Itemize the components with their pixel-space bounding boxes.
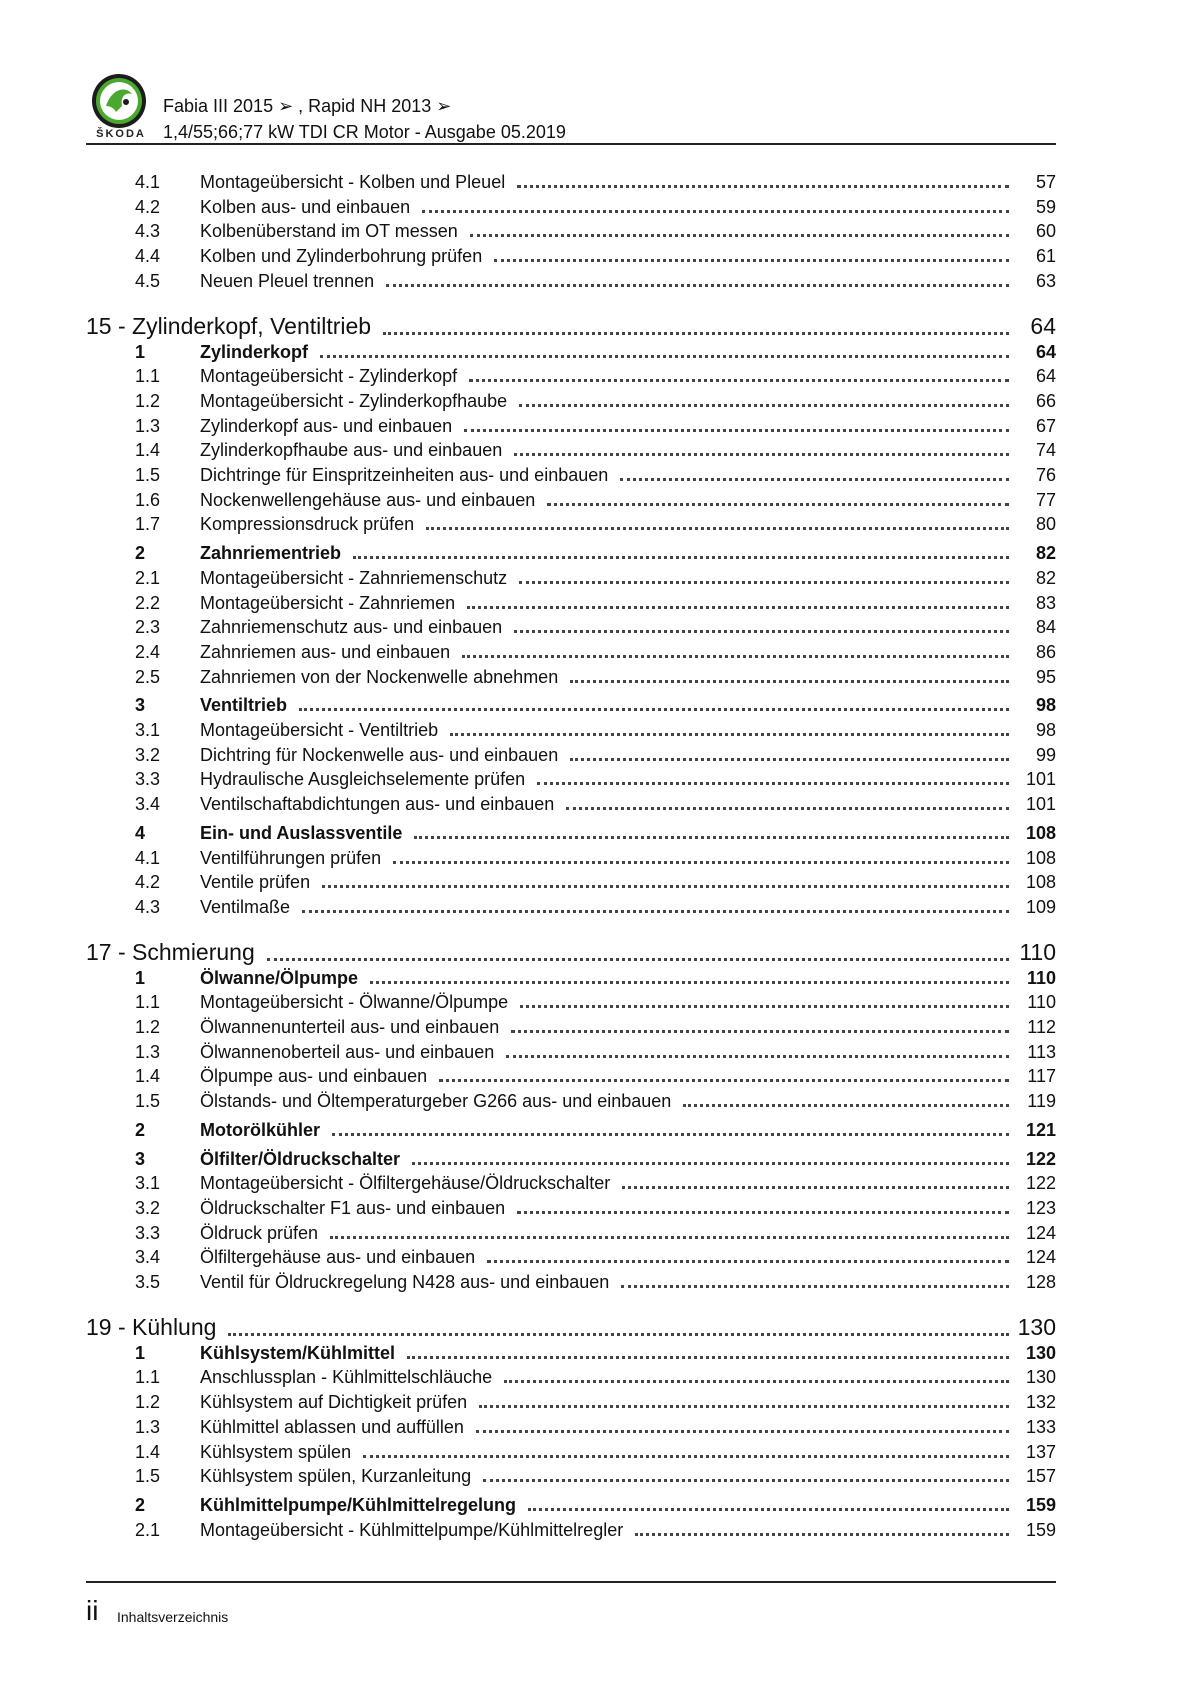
toc-entry-title: Zahnriemen aus- und einbauen [200,641,451,662]
toc-entry-title: Ölfiltergehäuse aus- und einbauen [200,1247,476,1268]
toc-entry-page: 99 [1035,744,1056,765]
dot-leader [332,1133,1009,1136]
toc-entry-page: 98 [1035,695,1056,716]
toc-chapter[interactable] [0,936,1191,968]
toc-entry-page: 83 [1035,592,1056,613]
toc-entry-number: 3.2 [135,744,161,765]
toc-entry[interactable] [0,1040,1191,1064]
toc-entry[interactable] [0,870,1191,894]
toc-entry-page: 137 [1025,1441,1056,1462]
dot-leader [622,1186,1009,1189]
dot-leader [514,630,1009,633]
toc-entry-title: Dichtring für Nockenwelle aus- und einbauen [200,744,559,765]
toc-section[interactable] [0,1118,1191,1142]
toc-entry-page: 86 [1035,641,1056,662]
toc-entry-number: 2 [135,543,146,564]
toc-entry-number: 4.5 [135,270,161,291]
toc-entry-number: 1.4 [135,1441,161,1462]
header-engine-line: 1,4/55;66;77 kW TDI CR Motor - Ausgabe 05.2019 [163,122,566,142]
dot-leader [511,1030,1009,1033]
dot-leader [383,332,1009,335]
toc-entry-number: 3.3 [135,1222,161,1243]
toc-entry-page: 122 [1025,1148,1056,1169]
toc-entry-page: 130 [1025,1367,1056,1388]
dot-leader [504,1380,1009,1383]
page-header [86,72,1056,144]
toc-entry-page: 67 [1035,415,1056,436]
toc-chapter[interactable] [0,310,1191,342]
dot-leader [506,1055,1009,1058]
toc-entry[interactable] [0,743,1191,767]
toc-entry-number: 2.2 [135,592,161,613]
toc-entry[interactable] [0,1390,1191,1414]
toc-entry[interactable] [0,1089,1191,1113]
toc-entry-page: 130 [1017,1313,1056,1340]
toc-entry[interactable] [0,1464,1191,1488]
header-model-line: Fabia III 2015 ➢ , Rapid NH 2013 ➢ [163,96,452,116]
toc-section[interactable] [0,541,1191,565]
toc-entry-title: Ventilmaße [200,896,291,917]
dot-leader [450,733,1009,736]
toc-entry[interactable] [0,1245,1191,1269]
toc-entry-page: 157 [1025,1466,1056,1487]
toc-entry-page: 122 [1025,1173,1056,1194]
toc-entry[interactable] [0,1415,1191,1439]
toc-entry-number: 3.2 [135,1197,161,1218]
toc-entry-title: Zylinderkopfhaube aus- und einbauen [200,440,503,461]
toc-entry-number: 2 [135,1119,146,1140]
toc-entry-title: Montageübersicht - Ventiltrieb [200,720,439,740]
toc-entry-title: Montageübersicht - Ölwanne/Ölpumpe [200,992,509,1013]
dot-leader [299,708,1009,711]
toc-entry-number: 1.3 [135,1041,161,1062]
toc-entry-title: Neuen Pleuel trennen [200,270,375,291]
dot-leader [412,1162,1009,1165]
toc-entry-page: 108 [1025,872,1056,893]
toc-entry[interactable] [0,767,1191,791]
toc-entry-title: Ventil für Öldruckregelung N428 aus- und einbauen [200,1272,610,1292]
toc-entry-title: Kühlsystem/Kühlmittel [200,1342,396,1363]
dot-leader [519,581,1009,584]
footer-divider [86,1581,1056,1583]
toc-entry-number: 1 [135,967,146,988]
dot-leader [476,1430,1009,1433]
toc-entry[interactable] [0,244,1191,268]
toc-entry-page: 59 [1035,196,1056,217]
toc-entry-page: 66 [1035,390,1056,411]
toc-entry[interactable] [0,1221,1191,1245]
toc-entry-page: 124 [1025,1222,1056,1243]
toc-entry[interactable] [0,1064,1191,1088]
toc-entry-number: 1.4 [135,440,161,461]
toc-entry-title: Kühlmittel ablassen und auffüllen [200,1416,464,1437]
toc-entry-number: 3.3 [135,769,161,790]
toc-entry-number: 3.4 [135,794,161,815]
toc-entry-title: Zylinderkopf aus- und einbauen [200,415,453,436]
toc-entry-title: Kolbenüberstand im OT messen [200,221,458,242]
dot-leader [528,1508,1009,1511]
dot-leader [494,259,1009,262]
toc-entry-title: Zylinderkopf [200,341,309,362]
toc-entry-number: 2.1 [135,1519,161,1540]
toc-entry-page: 74 [1035,440,1056,461]
toc-entry[interactable] [0,170,1191,194]
toc-entry-title: Kühlsystem spülen, Kurzanleitung [200,1466,472,1487]
toc-entry[interactable] [0,488,1191,512]
toc-entry-title: Kühlsystem auf Dichtigkeit prüfen [200,1392,468,1413]
toc-entry-title: Ölwannenunterteil aus- und einbauen [200,1017,500,1037]
toc-entry-page: 123 [1025,1197,1056,1218]
toc-section[interactable] [0,1493,1191,1517]
dot-leader [566,807,1009,810]
dot-leader [547,503,1009,506]
toc-entry[interactable] [0,414,1191,438]
dot-leader [426,527,1009,530]
toc-entry-title: Montageübersicht - Kolben und Pleuel [200,172,506,192]
toc-entry-title: Kühlsystem spülen [200,1441,352,1462]
toc-entry[interactable] [0,591,1191,615]
toc-entry-number: 1.2 [135,390,161,411]
toc-entry[interactable] [0,364,1191,388]
toc-entry-title: Öldruck prüfen [200,1222,319,1243]
toc-entry-title: Montageübersicht - Zylinderkopfhaube [200,390,508,411]
toc-entry[interactable] [0,1440,1191,1464]
toc-section[interactable] [0,1341,1191,1365]
dot-leader [393,861,1009,864]
toc-entry[interactable] [0,895,1191,919]
toc-entry-page: 130 [1025,1342,1056,1363]
toc-entry-title: Dichtringe für Einspritzeinheiten aus- und einbauen [200,465,609,485]
toc-entry-page: 159 [1025,1494,1056,1515]
toc-entry[interactable] [0,1518,1191,1542]
dot-leader [320,355,1009,358]
toc-entry-title: Montageübersicht - Zylinderkopf [200,366,458,387]
dot-leader [517,185,1009,188]
toc-entry-page: 95 [1035,666,1056,687]
toc-entry-page: 124 [1025,1247,1056,1268]
toc-entry-number: 3.1 [135,720,161,740]
dot-leader [570,680,1009,683]
toc-entry-page: 101 [1025,769,1056,790]
toc-entry-number: 1.2 [135,1392,161,1413]
toc-entry-number: 3 [135,695,146,716]
toc-entry-title: Ölpumpe aus- und einbauen [200,1066,428,1087]
dot-leader [370,981,1009,984]
dot-leader [267,958,1009,961]
dot-leader [464,429,1009,432]
toc-entry-title: Ölwanne/Ölpumpe [200,967,359,988]
toc-entry-number: 2.3 [135,617,161,638]
toc-entry-title: Kompressionsdruck prüfen [200,514,415,535]
toc-entry-page: 159 [1025,1519,1056,1540]
toc-entry-title: Zahnriemenschutz aus- und einbauen [200,617,503,638]
dot-leader [386,284,1009,287]
brand-wordmark: ŠKODA [96,128,146,140]
toc-entry-page: 110 [1027,992,1056,1013]
toc-entry-page: 77 [1035,489,1056,510]
toc-entry-title: Ventile prüfen [200,872,311,893]
toc-entry[interactable] [0,665,1191,689]
toc-entry-title: Ein- und Auslassventile [200,822,403,843]
toc-entry-page: 63 [1035,270,1056,291]
toc-entry-page: 82 [1035,543,1056,564]
toc-entry-number: 4.4 [135,246,161,267]
toc-entry-number: 4.1 [135,172,161,192]
toc-entry-page: 61 [1035,246,1056,267]
dot-leader [407,1356,1009,1359]
toc-entry-number: 4.1 [135,847,161,868]
toc-entry-number: 1.1 [135,366,161,387]
dot-leader [414,836,1009,839]
toc-entry[interactable] [0,718,1191,742]
toc-entry-page: 82 [1035,567,1056,588]
toc-entry-title: 17 - Schmierung [86,938,255,965]
toc-entry-page: 84 [1035,617,1056,638]
toc-entry-page: 132 [1025,1392,1056,1413]
toc-entry-number: 1.5 [135,1091,161,1112]
toc-entry-number: 1.5 [135,465,161,485]
toc-entry-title: Montageübersicht - Zahnriemen [200,592,456,613]
toc-entry-number: 4.3 [135,221,161,242]
toc-entry-page: 76 [1035,465,1056,485]
dot-leader [519,404,1009,407]
dot-leader [520,1005,1009,1008]
toc-entry[interactable] [0,195,1191,219]
dot-leader [330,1236,1009,1239]
dot-leader [621,1285,1009,1288]
toc-entry-page: 121 [1025,1119,1056,1140]
toc-entry[interactable] [0,846,1191,870]
toc-entry-page: 117 [1027,1066,1056,1087]
toc-entry-page: 110 [1026,967,1056,988]
toc-entry-number: 1.7 [135,514,161,535]
footer-page-number: ii [86,1595,99,1626]
toc-entry-title: Hydraulische Ausgleichselemente prüfen [200,769,526,790]
dot-leader [487,1260,1009,1263]
toc-entry-title: Kühlmittelpumpe/Kühlmittelregelung [200,1494,517,1515]
dot-leader [322,885,1009,888]
toc-entry-page: 108 [1025,822,1056,843]
toc-entry-title: Kolben und Zylinderbohrung prüfen [200,246,483,267]
dot-leader [462,655,1009,658]
dot-leader [570,758,1009,761]
toc-entry-title: Zahnriemen von der Nockenwelle abnehmen [200,666,559,687]
toc-entry-number: 1.2 [135,1017,161,1037]
toc-entry-title: Motorölkühler [200,1119,320,1140]
toc-entry-page: 60 [1035,221,1056,242]
footer-label: Inhaltsverzeichnis [117,1609,229,1625]
toc-entry-title: Montageübersicht - Zahnriemenschutz [200,567,508,588]
toc-entry-title: Ventilführungen prüfen [200,847,382,868]
toc-entry[interactable] [0,792,1191,816]
toc-entry-number: 4.2 [135,872,161,893]
toc-entry-page: 64 [1030,312,1056,339]
toc-entry-title: Zahnriementrieb [200,543,342,564]
toc-entry-number: 3 [135,1148,146,1169]
toc-entry-page: 101 [1025,794,1056,815]
toc-entry-number: 1.4 [135,1066,161,1087]
toc-entry[interactable] [0,389,1191,413]
toc-entry[interactable] [0,1270,1191,1294]
toc-entry-page: 108 [1025,847,1056,868]
dot-leader [422,210,1009,213]
toc-entry-page: 128 [1025,1272,1056,1292]
dot-leader [683,1104,1009,1107]
toc-entry-page: 57 [1035,172,1056,192]
toc-section[interactable] [0,821,1191,845]
dot-leader [353,556,1009,559]
toc-entry-page: 64 [1035,366,1056,387]
toc-entry-number: 4 [135,822,146,843]
toc-entry-number: 2 [135,1494,146,1515]
toc-entry[interactable] [0,1196,1191,1220]
dot-leader [470,234,1009,237]
toc-entry[interactable] [0,219,1191,243]
toc-entry[interactable] [0,1015,1191,1039]
toc-entry-page: 80 [1035,514,1056,535]
toc-entry-number: 1.5 [135,1466,161,1487]
toc-entry-title: Ölwannenoberteil aus- und einbauen [200,1041,495,1062]
toc-entry-number: 2.1 [135,567,161,588]
toc-entry-page: 113 [1027,1041,1056,1062]
dot-leader [363,1455,1009,1458]
toc-entry-page: 64 [1035,341,1056,362]
dot-leader [483,1479,1009,1482]
dot-leader [514,453,1009,456]
toc-entry-title: Nockenwellengehäuse aus- und einbauen [200,489,536,510]
toc-entry[interactable] [0,512,1191,536]
dot-leader [620,478,1009,481]
toc-entry-title: 19 - Kühlung [86,1313,217,1340]
toc-entry[interactable] [0,640,1191,664]
dot-leader [537,782,1009,785]
dot-leader [479,1405,1009,1408]
toc-entry-title: Kolben aus- und einbauen [200,196,411,217]
toc-entry-number: 4.3 [135,896,161,917]
toc-entry-number: 1.6 [135,489,161,510]
toc-entry-title: Ölfilter/Öldruckschalter [200,1148,401,1169]
toc-entry-number: 3.4 [135,1247,161,1268]
toc-section[interactable] [0,693,1191,717]
toc-entry-number: 1 [135,1342,146,1363]
toc-entry-title: Ölstands- und Öltemperaturgeber G266 aus- und einbauen [200,1091,672,1112]
toc-entry-number: 1.3 [135,415,161,436]
toc-section[interactable] [0,340,1191,364]
toc-entry[interactable] [0,566,1191,590]
toc-entry-title: Öldruckschalter F1 aus- und einbauen [200,1197,506,1218]
toc-entry-number: 1.1 [135,992,161,1013]
toc-entry[interactable] [0,1365,1191,1389]
toc-entry-page: 109 [1025,896,1056,917]
toc-entry-page: 112 [1027,1017,1056,1037]
toc-entry-page: 119 [1027,1091,1056,1112]
dot-leader [469,379,1009,382]
toc-entry[interactable] [0,438,1191,462]
header-divider [86,143,1056,145]
toc-entry-number: 1.3 [135,1416,161,1437]
toc-entry-number: 1 [135,341,146,362]
toc-entry-title: Ventiltrieb [200,695,288,716]
dot-leader [302,910,1009,913]
toc-entry-title: Montageübersicht - Ölfiltergehäuse/Öldruckschalter [200,1173,611,1194]
toc-chapter[interactable] [0,1311,1191,1343]
toc-entry-page: 133 [1025,1416,1056,1437]
dot-leader [439,1079,1009,1082]
dot-leader [635,1533,1009,1536]
toc-entry[interactable] [0,269,1191,293]
toc-entry-page: 98 [1035,720,1056,740]
dot-leader [517,1211,1009,1214]
dot-leader [467,606,1009,609]
toc-entry-title: Anschlussplan - Kühlmittelschläuche [200,1367,493,1388]
toc-entry-number: 2.4 [135,641,161,662]
toc-entry[interactable] [0,615,1191,639]
toc-entry-number: 3.5 [135,1272,161,1292]
toc-entry-number: 4.2 [135,196,161,217]
toc-section[interactable] [0,966,1191,990]
toc-entry-number: 3.1 [135,1173,161,1194]
toc-entry-page: 110 [1019,938,1056,965]
toc-entry[interactable] [0,1171,1191,1195]
toc-entry[interactable] [0,990,1191,1014]
toc-entry-number: 1.1 [135,1367,161,1388]
toc-entry-number: 2.5 [135,666,161,687]
toc-section[interactable] [0,1147,1191,1171]
dot-leader [228,1333,1009,1336]
toc-entry-title: 15 - Zylinderkopf, Ventiltrieb [86,312,372,339]
toc-entry[interactable] [0,463,1191,487]
toc-entry-title: Montageübersicht - Kühlmittelpumpe/Kühlmittelregler [200,1519,624,1540]
toc-entry-title: Ventilschaftabdichtungen aus- und einbauen [200,794,555,815]
